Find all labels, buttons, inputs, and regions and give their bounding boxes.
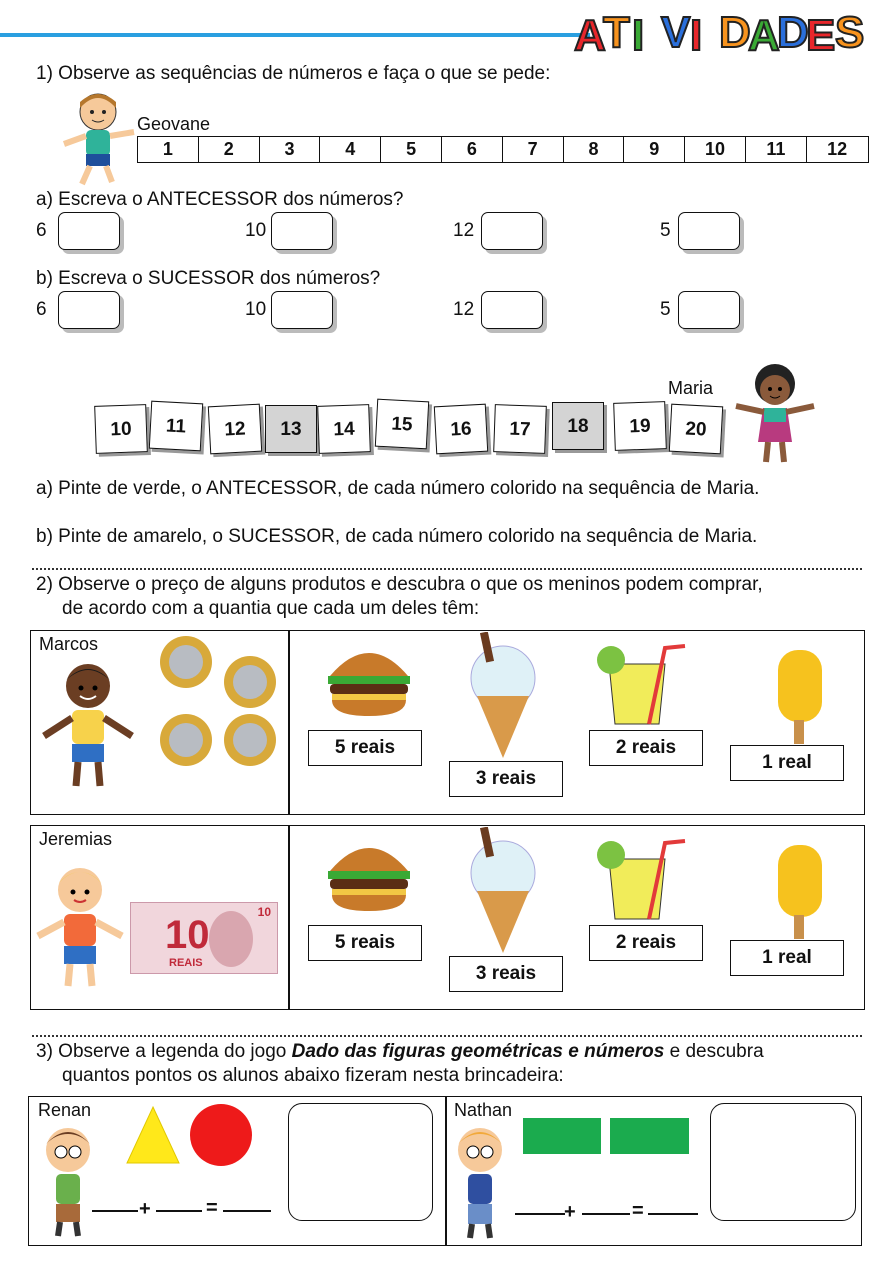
sequence-cell: 11: [746, 137, 807, 162]
section-divider: [32, 568, 862, 570]
coin-icon: [160, 636, 212, 688]
title-letter: V: [661, 8, 691, 57]
hamburger-icon: [324, 640, 414, 720]
sequence-cell: 3: [260, 137, 321, 162]
sequence-card: 12: [208, 404, 262, 455]
rectangle-shape-icon: [610, 1118, 689, 1154]
q3-text-post: e descubra: [664, 1041, 764, 1062]
maria-question-a: a) Pinte de verde, o ANTECESSOR, de cada número colorido na sequência de Maria.: [36, 478, 760, 499]
answer-line: [92, 1210, 138, 1212]
antecessor-answer-box[interactable]: [58, 212, 120, 250]
sequence-cell: 10: [685, 137, 746, 162]
juice-glass-icon: [593, 833, 693, 921]
sequence-cell: 7: [503, 137, 564, 162]
answer-line: [156, 1210, 202, 1212]
renan-points-box[interactable]: [288, 1103, 433, 1221]
sequence-cell: 2: [199, 137, 260, 162]
sequence-card: 15: [375, 399, 429, 450]
question-3-line2: quantos pontos os alunos abaixo fizeram nesta brincadeira:: [62, 1065, 564, 1086]
ten-reais-banknote: [130, 902, 278, 974]
number-label: 5: [660, 299, 671, 320]
answer-line: [515, 1213, 565, 1215]
girl-maria-illustration: [730, 362, 820, 470]
number-label: 12: [453, 299, 475, 320]
sequence-card: 18: [552, 402, 604, 450]
marcos-panel: [30, 630, 865, 815]
popsicle-icon: [772, 841, 828, 941]
equals-sign: =: [632, 1200, 644, 1222]
header-rule: [0, 33, 590, 37]
renan-label: Renan: [38, 1100, 92, 1120]
question-2-line2: de acordo com a quantia que cada um deles têm:: [62, 598, 480, 619]
sequence-cell: 9: [624, 137, 685, 162]
number-label: 10: [245, 220, 267, 241]
price-tag: 2 reais: [589, 730, 703, 766]
nathan-label: Nathan: [454, 1100, 513, 1120]
coin-icon: [224, 714, 276, 766]
price-tag: 1 real: [730, 745, 844, 781]
page-title: [570, 8, 870, 58]
juice-glass-icon: [593, 638, 693, 726]
price-tag: 3 reais: [449, 956, 563, 992]
maria-label: Maria: [668, 378, 714, 398]
sucessor-answer-box[interactable]: [678, 291, 740, 329]
sucessor-answer-box[interactable]: [58, 291, 120, 329]
title-letter: I: [632, 11, 645, 58]
price-tag: 5 reais: [308, 730, 422, 766]
number-label: 6: [36, 299, 47, 320]
answer-line: [582, 1213, 630, 1215]
popsicle-icon: [772, 646, 828, 746]
geovane-label: Geovane: [137, 114, 211, 134]
sequence-card: 19: [613, 401, 667, 451]
question-1a: a) Escreva o ANTECESSOR dos números?: [36, 189, 404, 210]
plus-sign: +: [139, 1198, 151, 1220]
nathan-points-box[interactable]: [710, 1103, 856, 1221]
price-tag: 1 real: [730, 940, 844, 976]
title-letter: E: [806, 11, 836, 58]
number-label: 5: [660, 220, 671, 241]
ice-cream-icon: [463, 632, 543, 760]
price-tag: 3 reais: [449, 761, 563, 797]
section-divider: [32, 1035, 862, 1037]
sequence-card: 16: [434, 404, 488, 455]
title-letter: D: [777, 8, 809, 57]
sequence-cell: 12: [827, 139, 848, 159]
marcos-label: Marcos: [39, 634, 99, 654]
title-letter: T: [603, 8, 630, 57]
sequence-cell: 8: [564, 137, 625, 162]
sequence-card: 10: [94, 404, 148, 454]
q3-text-pre: 3) Observe a legenda do jogo: [36, 1041, 292, 1062]
banknote-corner-value: 10: [257, 905, 271, 919]
sequence-card: 11: [149, 401, 203, 452]
equals-sign: =: [206, 1197, 218, 1219]
sequence-card: 14: [317, 404, 371, 454]
sucessor-answer-box[interactable]: [481, 291, 543, 329]
boy-marcos-illustration: [38, 660, 138, 795]
maria-question-b: b) Pinte de amarelo, o SUCESSOR, de cada número colorido na sequência de Maria.: [36, 526, 758, 547]
antecessor-answer-box[interactable]: [271, 212, 333, 250]
title-letter: A: [574, 11, 606, 58]
panel-divider: [288, 630, 290, 815]
panel-divider: [445, 1096, 447, 1246]
sequence-cell: 1: [138, 137, 199, 162]
question-1b: b) Escreva o SUCESSOR dos números?: [36, 268, 381, 289]
antecessor-answer-box[interactable]: [678, 212, 740, 250]
answer-line: [648, 1213, 698, 1215]
number-label: 10: [245, 299, 267, 320]
answer-line: [223, 1210, 271, 1212]
price-tag: 5 reais: [308, 925, 422, 961]
title-letter: D: [719, 8, 751, 57]
boy-geovane-illustration: [58, 90, 138, 190]
triangle-shape-icon: [125, 1105, 181, 1165]
panel-divider: [288, 825, 290, 1010]
title-letter: I: [690, 11, 703, 58]
boy-nathan-illustration: [450, 1122, 510, 1242]
question-1: 1) Observe as sequências de números e faça o que se pede:: [36, 63, 551, 84]
coin-icon: [224, 656, 276, 708]
ice-cream-icon: [463, 827, 543, 955]
plus-sign: +: [564, 1201, 576, 1223]
rectangle-shape-icon: [523, 1118, 601, 1154]
coins-illustration: [158, 634, 283, 770]
question-3-line1: [36, 1040, 764, 1064]
sequence-cell: 4: [320, 137, 381, 162]
banknote-portrait: [209, 911, 253, 967]
jeremias-label: Jeremias: [39, 829, 113, 849]
sequence-card: 20: [669, 404, 723, 455]
sucessor-answer-box[interactable]: [271, 291, 333, 329]
geovane-sequence-table: [137, 136, 869, 163]
antecessor-answer-box[interactable]: [481, 212, 543, 250]
circle-shape-icon: [188, 1102, 254, 1168]
boy-renan-illustration: [30, 1120, 100, 1238]
title-letter: S: [835, 8, 865, 57]
number-label: 12: [453, 220, 475, 241]
boy-jeremias-illustration: [32, 864, 128, 992]
title-letter: A: [748, 11, 780, 58]
banknote-text: REAIS: [169, 957, 203, 969]
q3-game-name: Dado das figuras geométricas e números: [291, 1041, 665, 1062]
hamburger-icon: [324, 835, 414, 915]
sequence-card: 13: [265, 405, 317, 453]
coin-icon: [160, 714, 212, 766]
banknote-value: 10: [165, 913, 210, 957]
question-2-line1: 2) Observe o preço de alguns produtos e descubra o que os meninos podem comprar,: [36, 574, 763, 595]
sequence-cell: 5: [381, 137, 442, 162]
sequence-card: 17: [493, 404, 547, 454]
price-tag: 2 reais: [589, 925, 703, 961]
sequence-cell: 6: [442, 137, 503, 162]
number-label: 6: [36, 220, 47, 241]
